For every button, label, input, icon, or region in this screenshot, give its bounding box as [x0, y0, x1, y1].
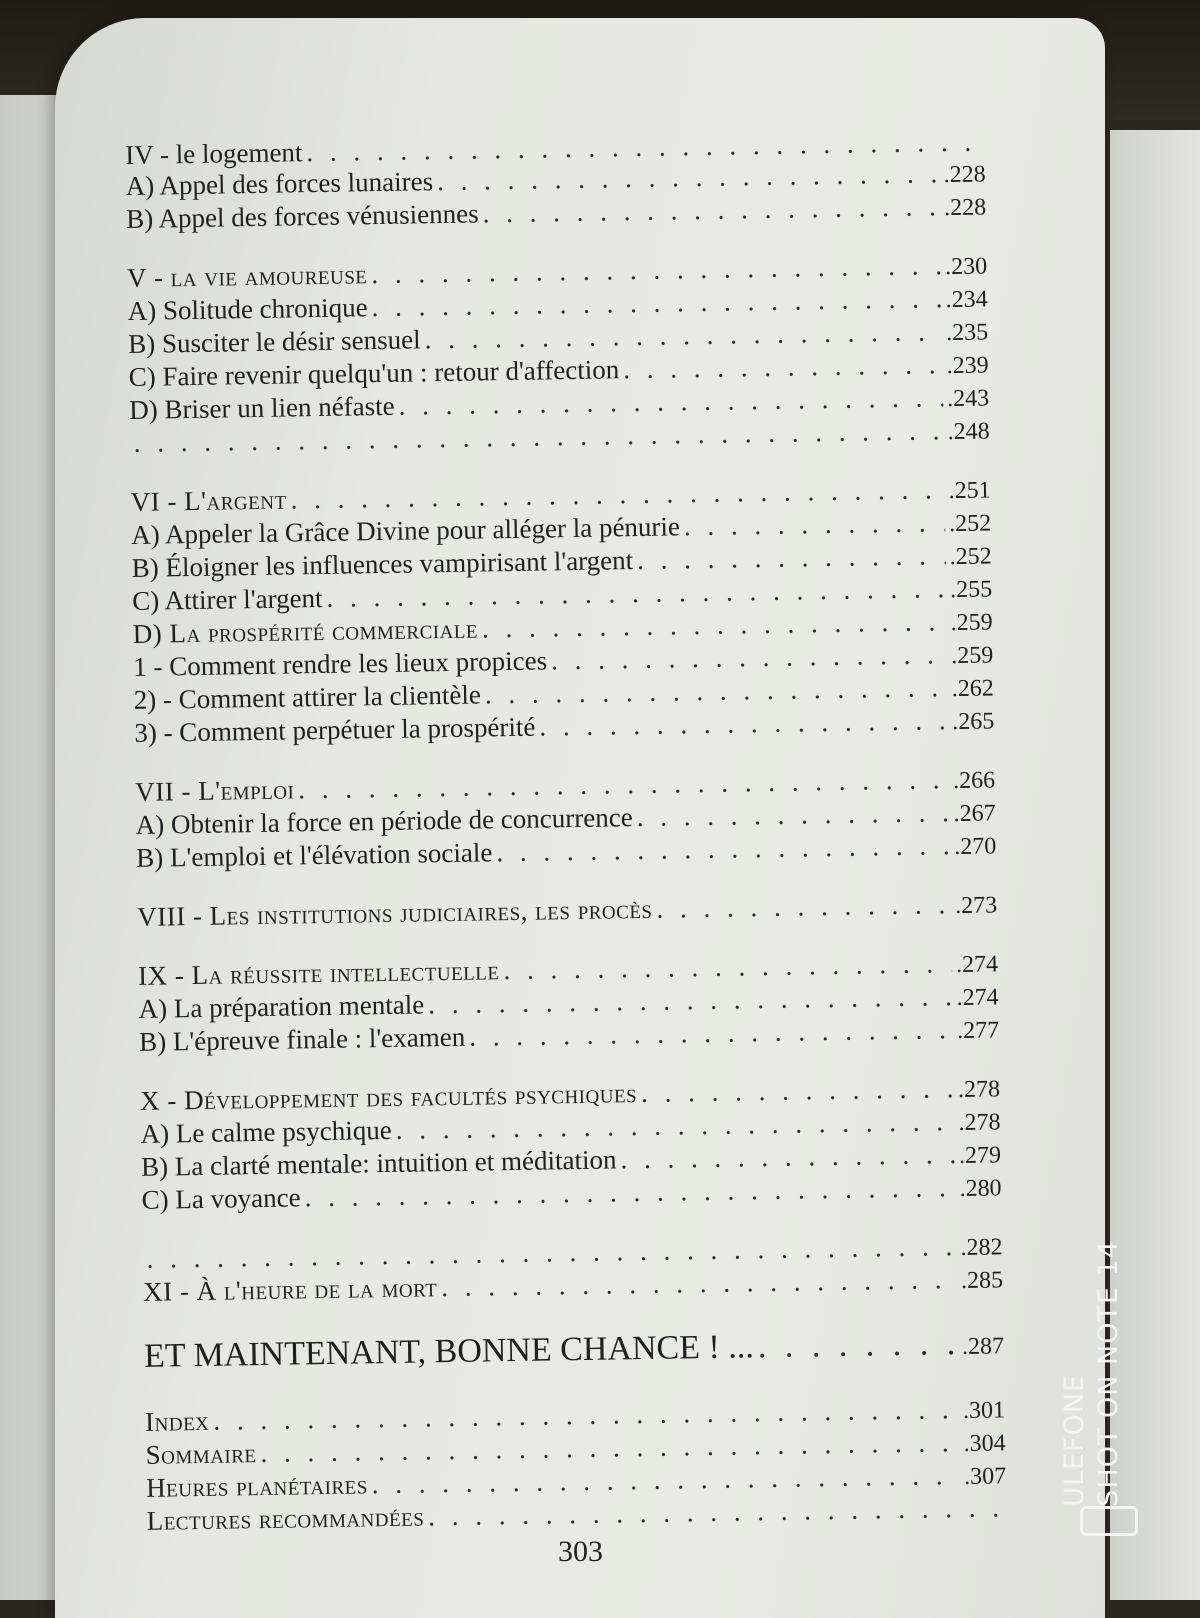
table-of-contents — [125, 126, 1007, 1562]
toc-entry-title: Lectures recommandées — [146, 1501, 425, 1536]
toc-section — [135, 763, 996, 875]
toc-entry-page: .234 — [945, 286, 988, 314]
toc-entry-title: B) Susciter le désir sensuel — [127, 324, 421, 359]
dot-leader — [496, 830, 950, 868]
toc-entry-title: X - Développement des facultés psychiques — [139, 1078, 638, 1116]
toc-entry-page: .262 — [951, 675, 994, 703]
toc-entry-title: A) Appeler la Grâce Divine pour alléger la pénurie — [130, 511, 681, 550]
dot-leader — [623, 349, 943, 385]
toc-entry-page: .251 — [948, 477, 991, 505]
camera-icon — [1080, 1506, 1138, 1536]
toc-entry-page: .259 — [950, 609, 993, 637]
toc-entry-title: D) Briser un lien néfaste — [129, 390, 395, 425]
toc-entry-page: .287 — [961, 1333, 1005, 1360]
toc-entry-page: .255 — [949, 576, 993, 604]
toc-entry-title: C) Faire revenir quelqu'un : retour d'affection — [128, 354, 620, 392]
toc-entry-page: .282 — [960, 1234, 1003, 1262]
toc-entry-title: B) L'épreuve finale : l'examen — [138, 1021, 466, 1057]
toc-section — [144, 1322, 1005, 1381]
dot-leader — [757, 1323, 958, 1368]
dot-leader — [485, 672, 948, 710]
toc-entry-title: A) Le calme psychique — [140, 1114, 392, 1149]
toc-entry-title: A) Appel des forces lunaires — [125, 166, 434, 201]
toc-entry-page: .279 — [958, 1142, 1002, 1170]
toc-entry-page: .243 — [946, 385, 990, 413]
toc-entry-page: .252 — [949, 543, 992, 571]
toc-entry-title: IX - La réussite intellectuelle — [137, 955, 500, 991]
toc-section — [130, 473, 994, 750]
toc-entry-title: ET MAINTENANT, BONNE CHANCE ! ... — [143, 1328, 755, 1375]
toc-section — [138, 947, 999, 1059]
toc-entry-title: C) La voyance — [141, 1182, 301, 1215]
toc-entry-title: 3) - Comment perpétuer la prospérité — [134, 711, 536, 748]
toc-section — [137, 888, 997, 935]
toc-entry-title: A) Obtenir la force en période de concurrence — [135, 802, 633, 840]
dot-leader — [620, 1139, 955, 1175]
toc-entry-page: .228 — [943, 194, 987, 222]
toc-entry-page: .266 — [952, 767, 996, 795]
toc-section — [142, 1230, 1003, 1310]
toc-entry-page: .278 — [957, 1076, 1001, 1104]
toc-entry-title: Sommaire — [145, 1438, 257, 1470]
toc-entry-page: .274 — [956, 984, 999, 1012]
dot-leader — [636, 797, 949, 833]
toc-entry-page: .307 — [963, 1463, 1007, 1490]
toc-entry-page: .235 — [945, 319, 989, 347]
toc-entry-title: 1 - Comment rendre les lieux propices — [133, 645, 548, 682]
toc-entry-page: .277 — [956, 1017, 1000, 1045]
toc-section — [125, 126, 986, 236]
toc-entry-page: .278 — [958, 1109, 1001, 1137]
toc-entry-title: XI - À l'heure de la mort — [142, 1272, 438, 1307]
camera-watermark — [1058, 1240, 1148, 1540]
toc-entry-page: .239 — [946, 352, 989, 380]
toc-entry-page: .252 — [948, 510, 992, 538]
toc-entry-page: .273 — [954, 892, 998, 920]
toc-entry-title: VII - L'emploi — [135, 774, 295, 807]
watermark-model: SHOT ON NOTE 14 — [1093, 1240, 1124, 1507]
toc-entry-title: 2) - Comment attirer la clientèle — [133, 679, 482, 715]
page-number: 303 — [558, 1535, 603, 1568]
toc-entry-title: B) Appel des forces vénusiennes — [126, 198, 479, 234]
dot-leader — [684, 507, 946, 542]
toc-entry-title: A) La préparation mentale — [138, 989, 425, 1024]
dot-leader — [482, 191, 940, 229]
dot-leader — [539, 705, 948, 742]
toc-entry-title: Heures planétaires — [145, 1469, 369, 1503]
toc-section — [127, 249, 990, 460]
dot-leader — [551, 639, 948, 676]
toc-entry-page: .274 — [955, 951, 999, 979]
toc-section — [140, 1072, 1002, 1217]
dot-leader — [637, 540, 946, 576]
toc-entry-page: .228 — [943, 161, 986, 189]
toc-entry-page: .280 — [959, 1175, 1002, 1203]
toc-entry-page: .301 — [962, 1397, 1006, 1424]
toc-entry-title: B) La clarté mentale: intuition et méditation — [140, 1144, 617, 1182]
toc-entry-page: .304 — [963, 1430, 1006, 1457]
toc-entry-page: .259 — [951, 642, 994, 670]
toc-entry — [144, 1322, 1005, 1381]
toc-entry-title: Index — [144, 1405, 210, 1437]
toc-entry-title: B) L'emploi et l'élévation sociale — [136, 837, 493, 873]
dot-leader — [469, 1014, 953, 1053]
toc-entry-title: A) Solitude chronique — [127, 292, 368, 326]
toc-entry-title: V - la vie amoureuse — [126, 259, 368, 293]
toc-entry-page: .285 — [960, 1267, 1004, 1295]
dot-leader — [641, 1073, 954, 1109]
toc-entry-title: C) Attirer l'argent — [132, 582, 323, 616]
toc-entry-title: B) Éloigner les influences vampirisant l'argent — [131, 545, 634, 583]
dot-leader — [482, 606, 947, 644]
toc-entry-title: D) La prospérité commerciale — [132, 613, 479, 649]
toc-entry-title: VI - L'argent — [130, 484, 287, 517]
toc-entry-page: .267 — [953, 800, 996, 828]
dot-leader — [503, 948, 952, 986]
toc-entry-page: .270 — [954, 833, 997, 861]
toc-entry-page: .265 — [952, 708, 995, 736]
watermark-brand: ULEFONE — [1059, 1373, 1090, 1507]
toc-entry-title: IV - le logement — [125, 137, 303, 170]
toc-entry-title: VIII - Les institutions judiciaires, les procès — [136, 893, 653, 932]
toc-entry-page: .248 — [947, 418, 990, 446]
toc-entry-page: .230 — [944, 253, 988, 281]
toc-section — [145, 1393, 1007, 1536]
toc-entry — [137, 888, 997, 935]
dot-leader — [656, 889, 951, 925]
dot-leader — [437, 158, 940, 197]
